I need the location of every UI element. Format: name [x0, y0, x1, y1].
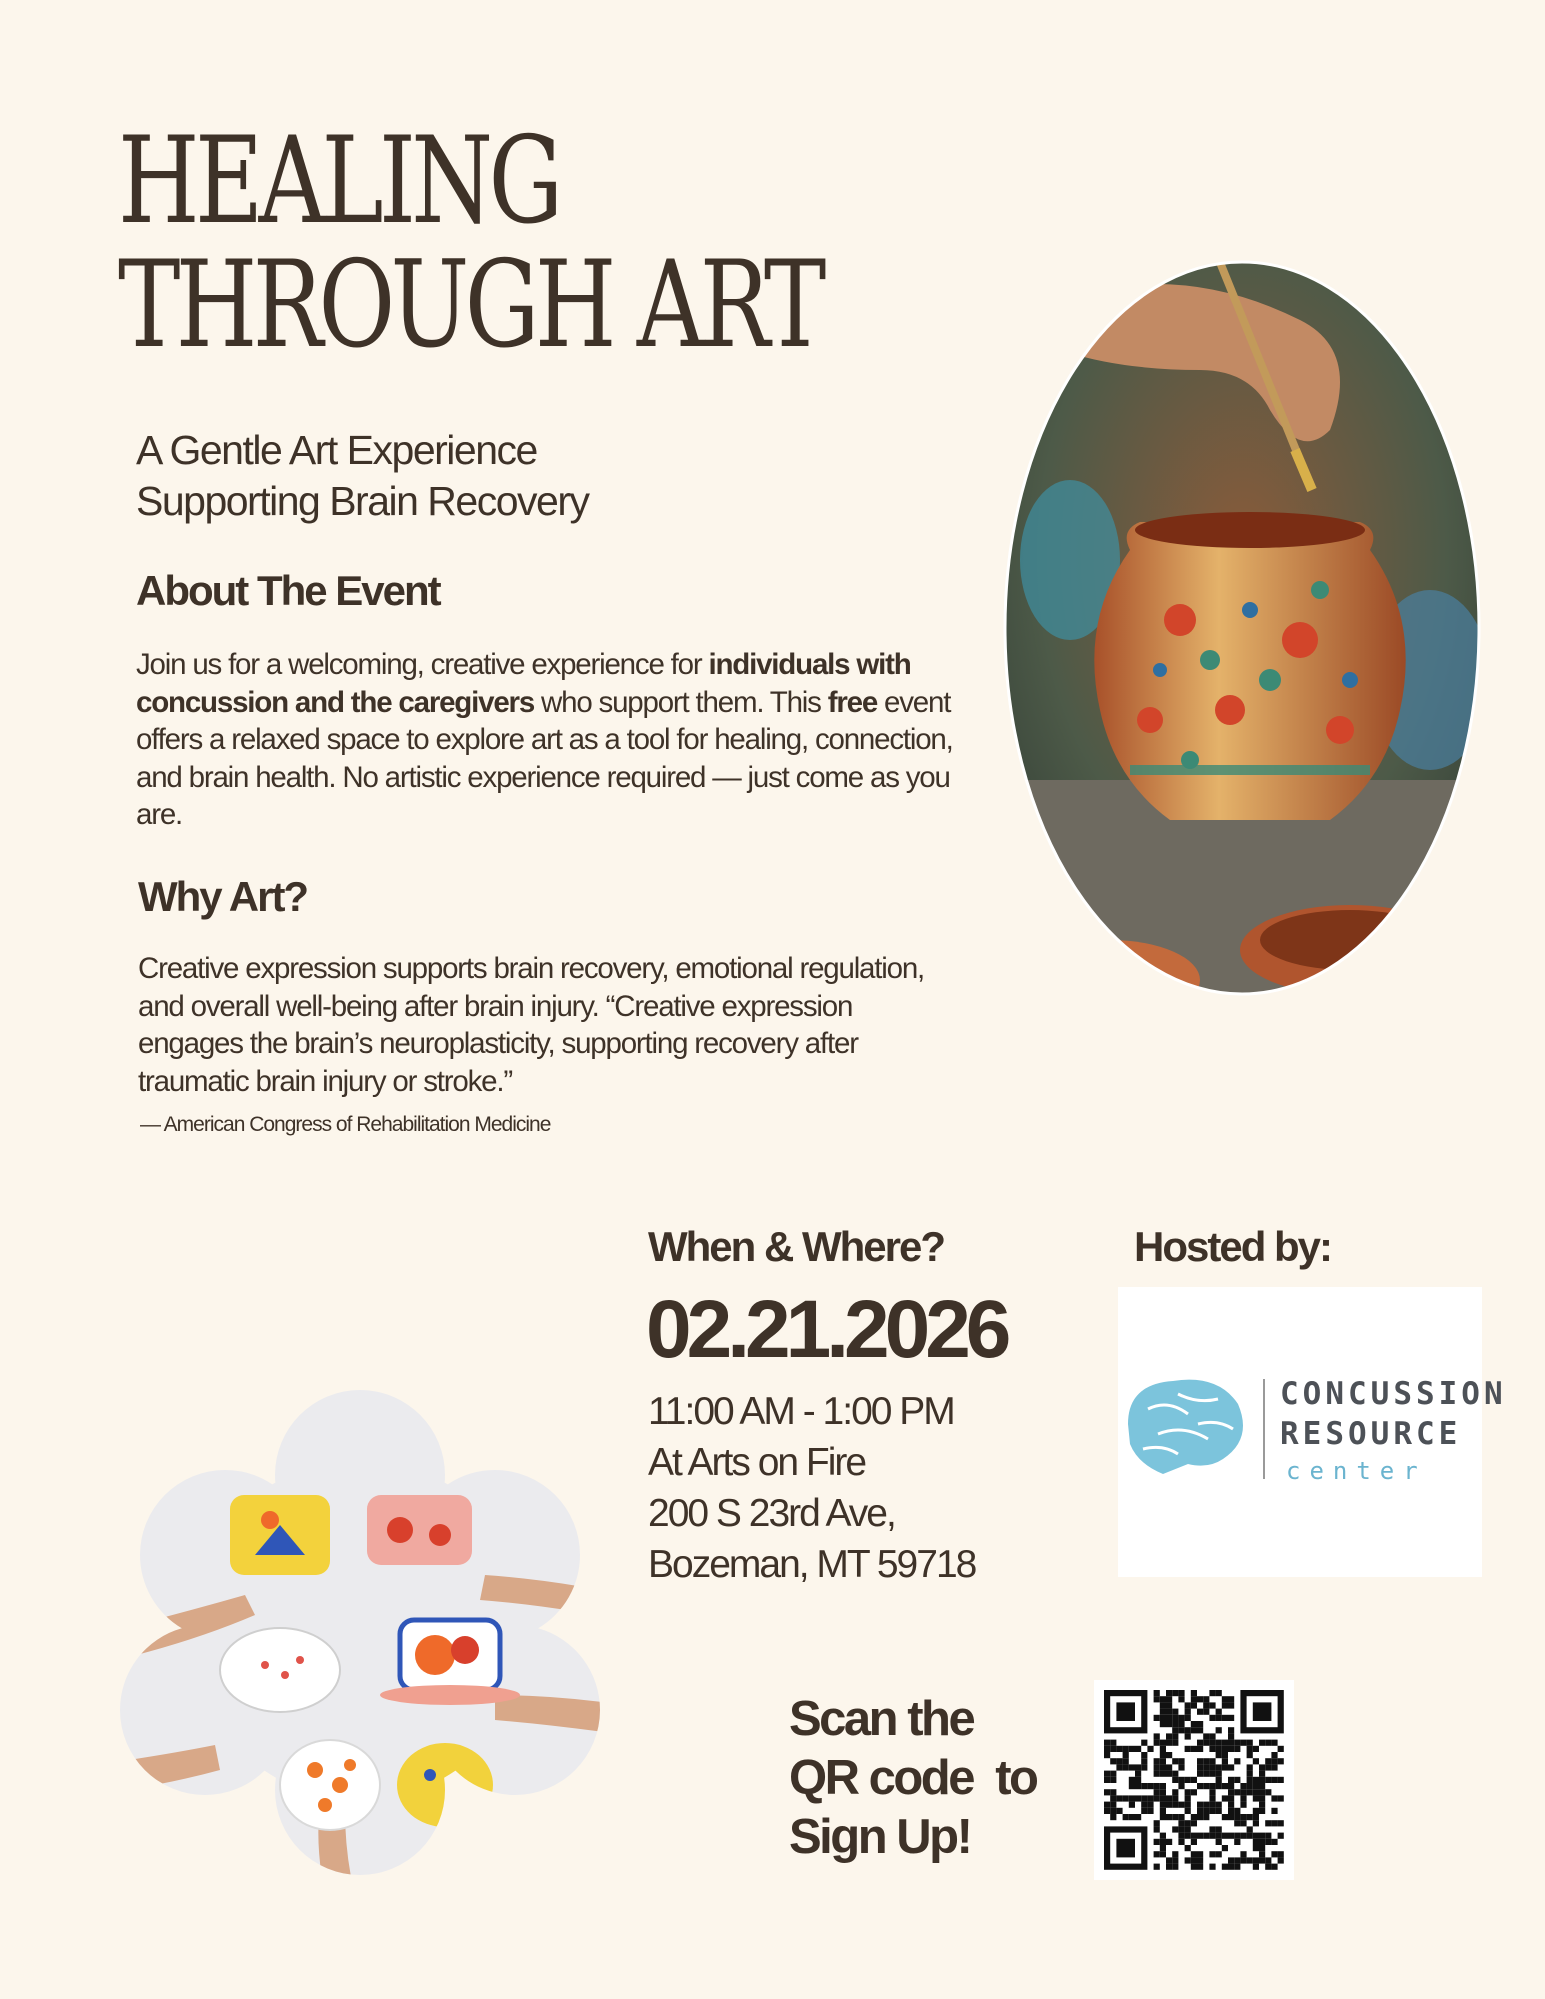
about-text-3: event offers a relaxed space to explore art as a tool for healing, connection, and brain health. No artistic experience required — just come as you are.	[136, 685, 953, 831]
event-date: 02.21.2026	[646, 1284, 1007, 1375]
event-venue: At Arts on Fire	[648, 1441, 866, 1484]
about-text-2: who support them. This	[534, 685, 828, 719]
brain-icon	[1118, 1369, 1248, 1479]
subtitle-line-2: Supporting Brain Recovery	[136, 478, 589, 524]
event-address-line-1: 200 S 23rd Ave,	[648, 1492, 895, 1535]
title-line-2: THROUGH ART	[118, 236, 822, 375]
signup-line-2: QR code to	[789, 1751, 1037, 1805]
painted-cups-photo	[95, 1365, 625, 1895]
signup-line-1: Scan the	[789, 1692, 974, 1746]
event-address-line-2: Bozeman, MT 59718	[648, 1543, 976, 1586]
hosted-by-heading: Hosted by:	[1134, 1223, 1332, 1270]
about-bold-2: free	[827, 685, 878, 719]
when-where-heading: When & Where?	[648, 1223, 944, 1270]
logo-line-3: center	[1286, 1457, 1427, 1485]
event-time: 11:00 AM - 1:00 PM	[648, 1390, 954, 1433]
subtitle	[136, 425, 588, 527]
signup-line-3: Sign Up!	[789, 1810, 971, 1864]
about-heading: About The Event	[136, 567, 440, 614]
signup-qr-code[interactable]	[1094, 1680, 1294, 1880]
host-logo	[1118, 1287, 1507, 1577]
why-text: Creative expression supports brain recovery, emotional regulation, and overall well-being after brain injury. “Creative expression engages the brain’s neuroplasticity, supporting recovery after traumatic brain injury or stroke.”	[138, 952, 925, 1098]
logo-line-1: CONCUSSION	[1280, 1376, 1507, 1412]
pottery-painting-photo	[1000, 260, 1485, 1000]
why-heading: Why Art?	[138, 873, 308, 920]
signup-text	[789, 1690, 1036, 1867]
logo-line-2: RESOURCE	[1280, 1416, 1462, 1452]
subtitle-line-1: A Gentle Art Experience	[136, 427, 537, 473]
about-text-1: Join us for a welcoming, creative experience for	[136, 648, 709, 681]
event-details	[648, 1386, 975, 1590]
title-line-1: HEALING	[118, 112, 559, 251]
about-bold-1: individuals with concussion and the caregivers	[136, 648, 911, 719]
page-title	[118, 112, 822, 375]
quote-attribution: — American Congress of Rehabilitation Medicine	[140, 1113, 551, 1136]
qr-code-icon	[1094, 1680, 1294, 1880]
about-text	[136, 646, 976, 834]
logo-divider	[1263, 1379, 1265, 1479]
